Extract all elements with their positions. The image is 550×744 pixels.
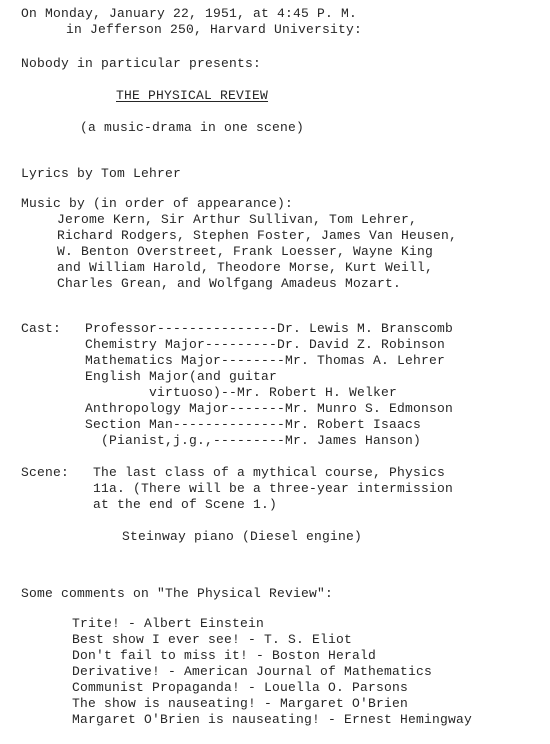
lyrics-credit: Lyrics by Tom Lehrer [21,166,182,181]
scene-label: Scene: [21,465,70,480]
cast-line: Chemistry Major---------Dr. David Z. Robinson [85,337,446,352]
music-line: Charles Grean, and Wolfgang Amadeus Mozart. [57,276,402,291]
cast-line: (Pianist,j.g.,---------Mr. James Hanson) [85,433,422,448]
cast-label: Cast: [21,321,62,336]
scene-line: at the end of Scene 1.) [93,497,278,512]
music-line: and William Harold, Theodore Morse, Kurt Weill, [57,260,434,275]
show-subtitle: (a music-drama in one scene) [80,120,305,135]
cast-line: Professor---------------Dr. Lewis M. Branscomb [85,321,454,336]
cast-line: Anthropology Major-------Mr. Munro S. Edmonson [85,401,454,416]
scene-piano-note: Steinway piano (Diesel engine) [122,529,363,544]
comment-line: Don't fail to miss it! - Boston Herald [72,648,377,663]
music-heading: Music by (in order of appearance): [21,196,294,211]
cast-line: virtuoso)--Mr. Robert H. Welker [85,385,398,400]
comment-line: Best show I ever see! - T. S. Eliot [72,632,353,647]
scene-line: 11a. (There will be a three-year intermission [93,481,454,496]
comment-line: Communist Propaganda! - Louella O. Parsons [72,680,409,695]
cast-line: Mathematics Major--------Mr. Thomas A. Lehrer [85,353,446,368]
presenter-line: Nobody in particular presents: [21,56,262,71]
cast-line: Section Man--------------Mr. Robert Isaacs [85,417,422,432]
header-date-line: On Monday, January 22, 1951, at 4:45 P. M. [21,6,358,21]
scene-line: The last class of a mythical course, Physics [93,465,446,480]
music-line: W. Benton Overstreet, Frank Loesser, Wayne King [57,244,434,259]
comment-line: The show is nauseating! - Margaret O'Brien [72,696,409,711]
music-line: Richard Rodgers, Stephen Foster, James Van Heusen, [57,228,458,243]
comment-line: Derivative! - American Journal of Mathematics [72,664,433,679]
header-location-line: in Jefferson 250, Harvard University: [66,22,363,37]
cast-line: English Major(and guitar [85,369,278,384]
comments-heading: Some comments on "The Physical Review": [21,586,334,601]
comment-line: Margaret O'Brien is nauseating! - Ernest Hemingway [72,712,473,727]
music-line: Jerome Kern, Sir Arthur Sullivan, Tom Lehrer, [57,212,418,227]
comment-line: Trite! - Albert Einstein [72,616,265,631]
show-title: THE PHYSICAL REVIEW [116,88,269,103]
